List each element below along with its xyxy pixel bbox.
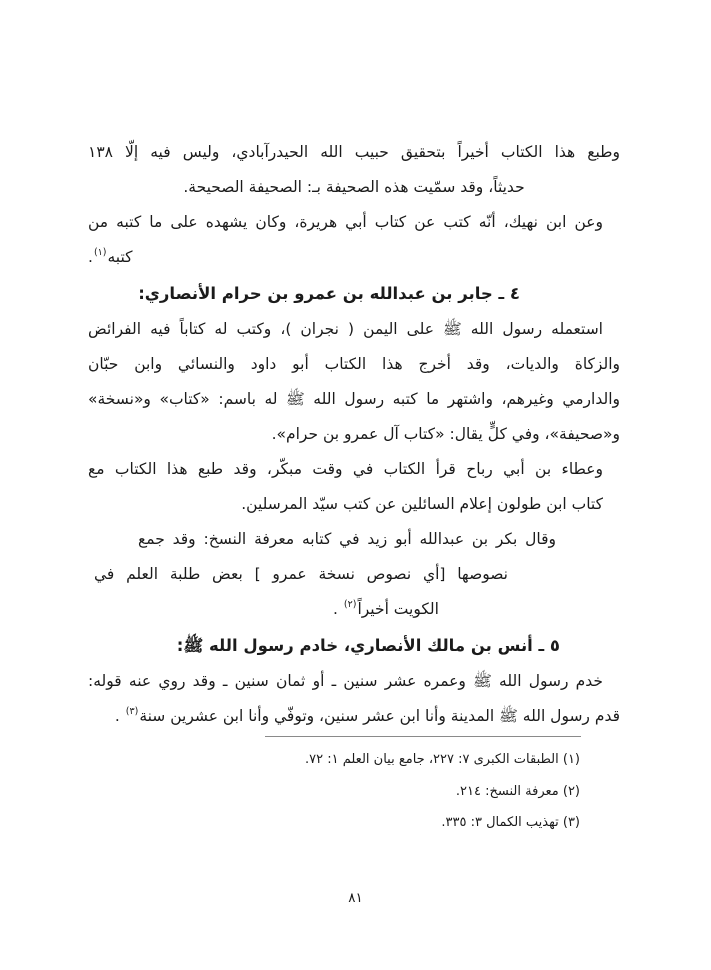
footnote-3: (٣) تهذيب الكمال ٣: ٣٣٥. xyxy=(441,815,580,830)
line-text: . xyxy=(88,248,93,266)
body-line: والزكاة والديات، وقد أخرج هذا الكتاب أبو داود والنسائي وابن حبّان xyxy=(88,355,620,373)
page-number: ٨١ xyxy=(348,890,363,906)
body-line: كتاب ابن طولون إعلام السائلين عن كتب سيّد المرسلين. xyxy=(241,495,603,513)
quote-line: وقال بكر بن عبدالله أبو زيد في كتابه معرفة النسخ: وقد جمع xyxy=(138,530,556,548)
body-line: حديثاً، وقد سمّيت هذه الصحيفة بـ: الصحيفة الصحيحة. xyxy=(183,178,525,196)
body-line: و«صحيفة»، وفي كلٍّ يقال: «كتاب آل عمرو بن حرام». xyxy=(271,425,620,443)
footnote-2: (٢) معرفة النسخ: ٢١٤. xyxy=(455,783,580,799)
quote-line: نصوصها [أي نصوص نسخة عمرو ] بعض طلبة العلم في xyxy=(94,565,508,583)
footnote-ref-3: (٣) xyxy=(125,705,139,717)
body-line xyxy=(88,240,620,275)
line-text: الكويت أخيراً xyxy=(357,600,439,618)
body-line xyxy=(88,699,620,734)
line-text: . xyxy=(114,707,125,725)
section-heading-4: ٤ ـ جابر بن عبدالله بن عمرو بن حرام الأنصاري: xyxy=(138,284,520,303)
body-line: والدارمي وغيرهم، واشتهر ما كتبه رسول الله ﷺ له باسم: «كتاب» و«نسخة» xyxy=(88,390,620,408)
footnote-ref-1: (١) xyxy=(93,246,107,258)
footnote-separator xyxy=(265,736,581,737)
footnote-1: (١) الطبقات الكبرى ٧: ٢٢٧، جامع بيان العلم ١: ٧٢. xyxy=(304,752,580,767)
line-text: . xyxy=(333,600,343,618)
body-line: استعمله رسول الله ﷺ على اليمن ( نجران )، وكتب له كتاباً فيه الفرائض xyxy=(88,320,603,338)
page-body xyxy=(88,135,620,734)
line-text: كتبه xyxy=(107,248,133,266)
footnote-ref-2: (٢) xyxy=(343,598,357,610)
line-text: قدم رسول الله ﷺ المدينة وأنا ابن عشر سنين، وتوفّي وأنا ابن عشرين سنة xyxy=(139,707,620,725)
body-line: وعطاء بن أبي رباح قرأ الكتاب في وقت مبكّر، وقد طبع هذا الكتاب مع xyxy=(88,460,603,478)
footnotes-block xyxy=(60,744,580,839)
section-heading-5: ٥ ـ أنس بن مالك الأنصاري، خادم رسول الله ﷺ: xyxy=(176,636,560,655)
body-line: خدم رسول الله ﷺ وعمره عشر سنين ـ أو ثمان سنين ـ وقد روي عنه قوله: xyxy=(88,672,603,690)
body-line: وطبع هذا الكتاب أخيراً بتحقيق حبيب الله الحيدرآبادي، وليس فيه إلّا ١٣٨ xyxy=(88,143,620,161)
body-line: وعن ابن نهيك، أنّه كتب عن كتاب أبي هريرة، وكان يشهده على ما كتبه من xyxy=(88,213,603,231)
quote-line xyxy=(88,592,620,627)
